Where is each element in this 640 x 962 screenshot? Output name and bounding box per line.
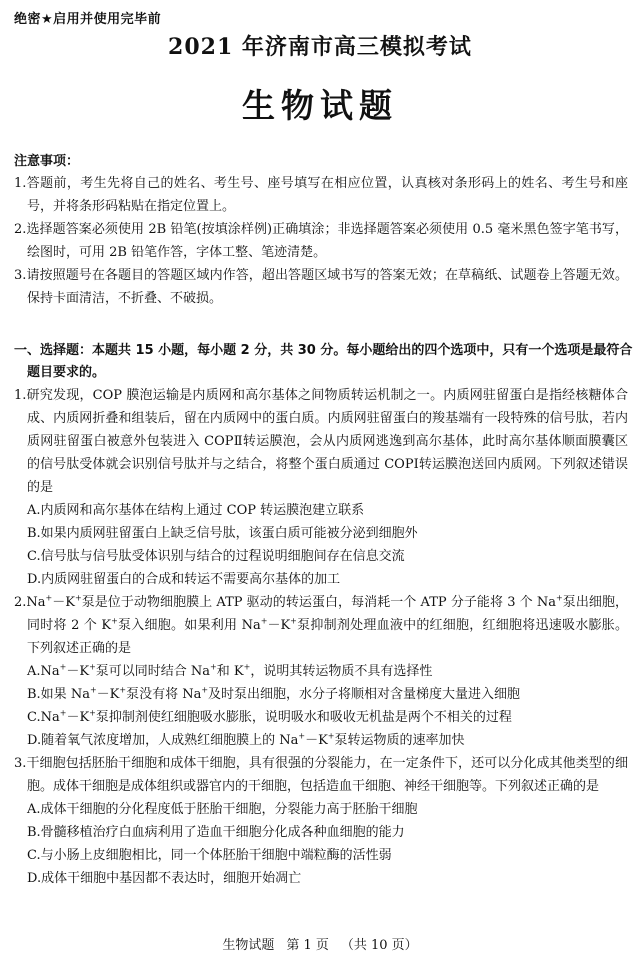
question-1-option-a: A.内质网和高尔基体在结构上通过 COP 转运膜泡建立联系 — [27, 503, 365, 518]
page-footer — [0, 934, 640, 953]
question-3-option-b: B.骨髓移植治疗白血病利用了造血干细胞分化成各种血细胞的能力 — [27, 825, 405, 840]
question-1-stem: 1.研究发现，COP 膜泡运输是内质网和高尔基体之间物质转运机制之一。内质网驻留蛋白是指经核糖体合成、内质网折叠和组装后，留在内质网中的蛋白质。内质网驻留蛋白的羧基端有一段特殊的信号肽，若内质网驻留蛋白被意外包装进入 COPⅡ转运膜泡，会从内质网逃逸到高尔基体，此时高尔基体顺面膜囊区的信号肽受体就会识别信号肽并与之结合，将整个蛋白质通过 COPⅠ转运膜泡送回内质网。下列叙述错误的是 — [14, 388, 628, 495]
question-1-option-c: C.信号肽与信号肽受体识别与结合的过程说明细胞间存在信息交流 — [27, 549, 405, 564]
question-2-option-d: D.随着氧气浓度增加，人成熟红细胞膜上的 Na+－K+泵转运物质的速率加快 — [27, 731, 465, 748]
subject-title: 生物试题 — [242, 86, 398, 125]
exam-title: 2021 年济南市高三模拟考试 — [168, 34, 472, 60]
confidential-label: 绝密★启用并使用完毕前 — [14, 12, 162, 27]
footer-total-pages: （共 10 页） — [340, 938, 418, 953]
question-2-option-b: B.如果 Na+－K+泵没有将 Na+及时泵出细胞，水分子将顺相对含量梯度大量进入细胞 — [27, 685, 521, 702]
question-2-option-a: A.Na+－K+泵可以同时结合 Na+和 K+，说明其转运物质不具有选择性 — [27, 662, 433, 679]
footer-page-number: 第 1 页 — [286, 938, 329, 953]
notes-heading: 注意事项： — [14, 154, 80, 169]
question-list — [14, 384, 628, 890]
note-item: 3.请按照题号在各题目的答题区域内作答，超出答题区域书写的答案无效；在草稿纸、试题卷上答题无效。保持卡面清洁，不折叠、不破损。 — [14, 268, 628, 306]
note-item: 1.答题前，考生先将自己的姓名、考生号、座号填写在相应位置，认真核对条形码上的姓名、考生号和座号，并将条形码粘贴在指定位置上。 — [14, 176, 628, 214]
section-heading: 一、选择题：本题共 15 小题，每小题 2 分，共 30 分。每小题给出的四个选项中，只有一个选项是最符合题目要求的。 — [14, 343, 633, 380]
question-3-option-d: D.成体干细胞中基因都不表达时，细胞开始凋亡 — [27, 871, 302, 886]
footer-subject: 生物试题 — [222, 938, 275, 953]
question-3-stem: 3.干细胞包括胚胎干细胞和成体干细胞，具有很强的分裂能力，在一定条件下，还可以分化成其他类型的细胞。成体干细胞是成体组织或器官内的干细胞，包括造血干细胞、神经干细胞等。下列叙述正确的是 — [14, 756, 628, 794]
question-1-option-b: B.如果内质网驻留蛋白上缺乏信号肽，该蛋白质可能被分泌到细胞外 — [27, 526, 418, 541]
question-2-stem: 2.Na+－K+泵是位于动物细胞膜上 ATP 驱动的转运蛋白，每消耗一个 ATP 分子能将 3 个 Na+泵出细胞，同时将 2 个 K+泵入细胞。如果利用 Na+－K+泵抑制剂处理血液中的红细胞，红细胞将迅速吸水膨胀。下列叙述正确的是 — [14, 593, 628, 656]
notes-list — [14, 172, 628, 310]
question-3-option-c: C.与小肠上皮细胞相比，同一个体胚胎干细胞中端粒酶的活性弱 — [27, 848, 392, 863]
question-1-option-d: D.内质网驻留蛋白的合成和转运不需要高尔基体的加工 — [27, 572, 341, 587]
question-3-option-a: A.成体干细胞的分化程度低于胚胎干细胞，分裂能力高于胚胎干细胞 — [27, 802, 418, 817]
note-item: 2.选择题答案必须使用 2B 铅笔(按填涂样例)正确填涂；非选择题答案必须使用 0.5 毫米黑色签字笔书写，绘图时，可用 2B 铅笔作答，字体工整、笔迹清楚。 — [14, 222, 628, 260]
question-2-option-c: C.Na+－K+泵抑制剂使红细胞吸水膨胀，说明吸水和吸收无机盐是两个不相关的过程 — [27, 708, 512, 725]
